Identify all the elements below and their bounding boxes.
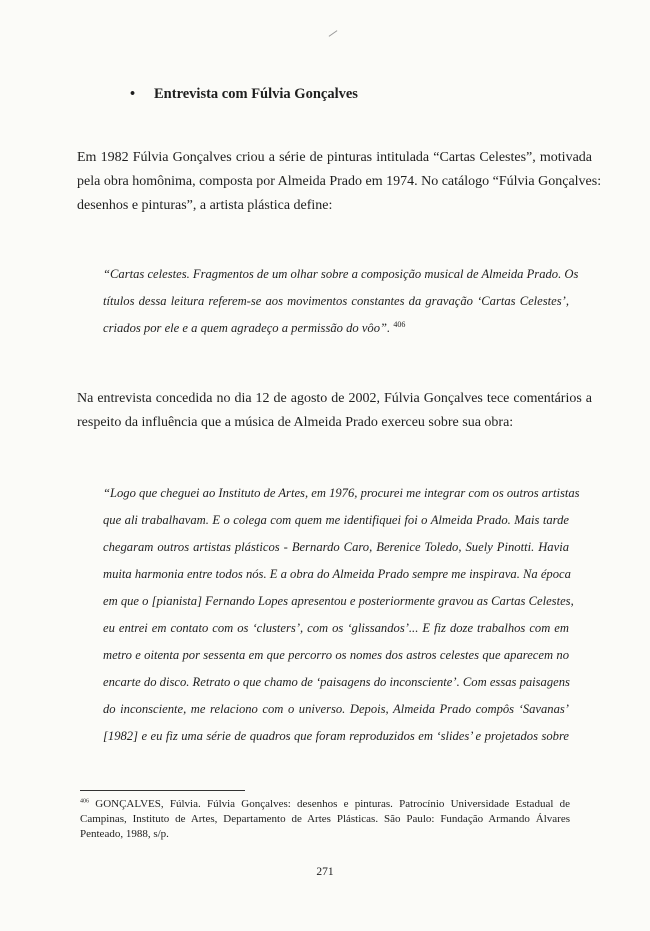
quote-line: eu entrei em contato com os ‘clusters’, com os ‘glissandos’... E fiz doze trabalhos com em <box>103 621 569 635</box>
quote-line: do inconsciente, me relaciono com o universo. Depois, Almeida Prado compôs ‘Savanas’ <box>103 702 569 716</box>
page-number: 271 <box>316 866 334 878</box>
footnote <box>80 797 570 842</box>
paragraph-line: Em 1982 Fúlvia Gonçalves criou a série de pinturas intitulada “Cartas Celestes”, motivada <box>77 150 592 165</box>
footnote-divider <box>80 790 245 791</box>
footnote-line: Penteado, 1988, s/p. <box>80 828 169 840</box>
quote-line: encarte do disco. Retrato o que chamo de ‘paisagens do inconsciente’. Com essas paisagens <box>103 675 570 689</box>
quote-line: chegaram outros artistas plásticos - Bernardo Caro, Berenice Toledo, Suely Pinotti. Havia <box>103 540 569 554</box>
quote-line: [1982] e eu fiz uma série de quadros que foram reproduzidos em ‘slides’ e projetados sobre <box>103 729 569 743</box>
quote-line: “Logo que cheguei ao Instituto de Artes, em 1976, procurei me integrar com os outros artistas <box>103 486 580 500</box>
quote-line <box>103 315 569 342</box>
footnote-line <box>80 797 570 812</box>
section-title: Entrevista com Fúlvia Gonçalves <box>154 86 358 102</box>
bullet-icon: • <box>130 86 136 102</box>
footnote-line: Campinas, Instituto de Artes, Departamento de Artes Plásticas. São Paulo: Fundação Armando Álvares <box>80 813 570 825</box>
paragraph-line: Na entrevista concedida no dia 12 de agosto de 2002, Fúlvia Gonçalves tece comentários a <box>77 391 592 406</box>
scan-mark <box>329 30 338 37</box>
section-heading <box>130 86 358 103</box>
footnote-text: GONÇALVES, Fúlvia. Fúlvia Gonçalves: desenhos e pinturas. Patrocínio Universidade Estadual de <box>95 798 571 810</box>
quote-interview <box>103 480 580 750</box>
quote-line: que ali trabalhavam. E o colega com quem me identifiquei foi o Almeida Prado. Mais tarde <box>103 513 569 527</box>
middle-paragraph <box>77 387 592 435</box>
footnote-number: 406 <box>80 798 89 805</box>
quote-line: em que o [pianista] Fernando Lopes apresentou e posteriormente gravou as Cartas Celestes, <box>103 594 574 608</box>
quote-line: muita harmonia entre todos nós. E a obra do Almeida Prado sempre me inspirava. Na época <box>103 567 571 581</box>
quote-line: “Cartas celestes. Fragmentos de um olhar sobre a composição musical de Almeida Prado. Os <box>103 267 579 281</box>
paragraph-line: desenhos e pinturas”, a artista plástica define: <box>77 198 333 213</box>
paragraph-line: respeito da influência que a música de Almeida Prado exerceu sobre sua obra: <box>77 415 514 430</box>
paragraph-line: pela obra homônima, composta por Almeida Prado em 1974. No catálogo “Fúlvia Gonçalves: <box>77 174 602 189</box>
quote-line: títulos dessa leitura referem-se aos movimentos constantes da gravação ‘Cartas Celestes’, <box>103 294 569 308</box>
intro-paragraph <box>77 146 602 218</box>
quote-line: metro e oitenta por sessenta em que percorro os nomes dos astros celestes que aparecem no <box>103 648 569 662</box>
footnote-reference[interactable]: 406 <box>393 319 406 329</box>
quote-catalog <box>103 261 579 342</box>
quote-line-text: criados por ele e a quem agradeço a permissão do vôo”. <box>103 321 391 335</box>
